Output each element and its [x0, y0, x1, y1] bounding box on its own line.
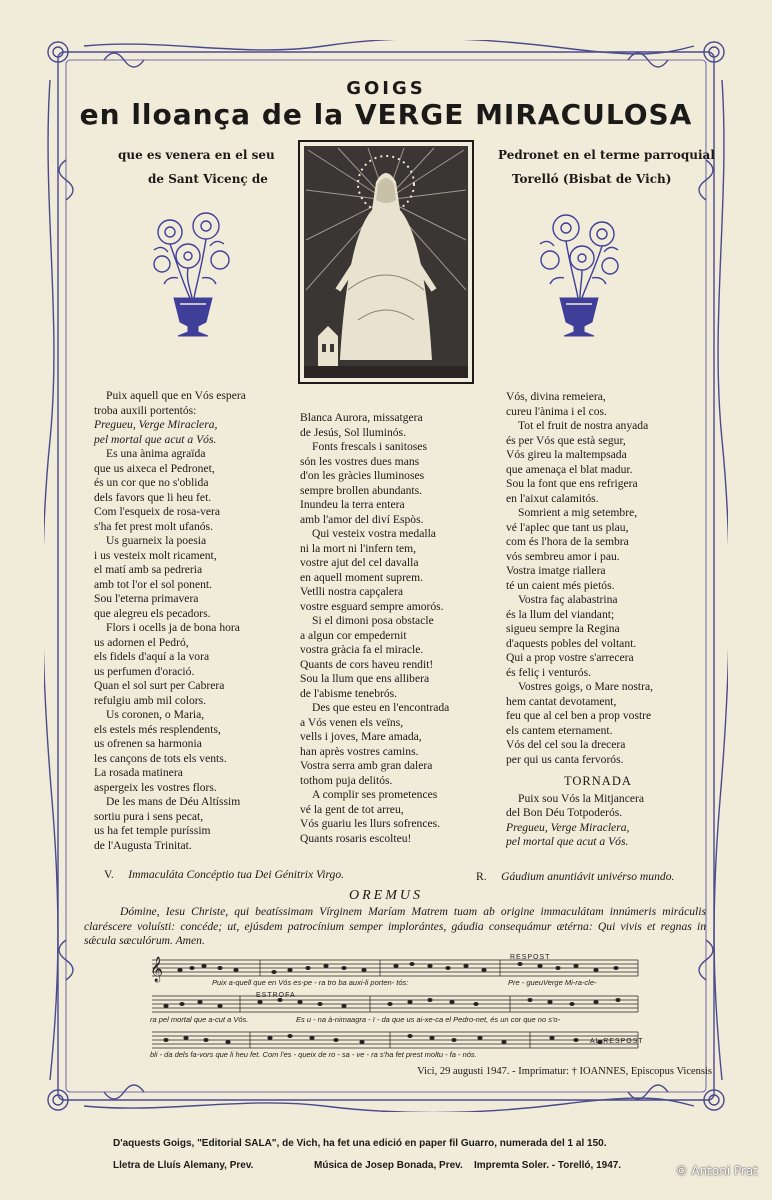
verse-line: Inundeu la terra entera [300, 498, 405, 511]
footer-lletra: Lletra de Lluís Alemany, Prev. [113, 1160, 254, 1171]
verse-line: Vostres goigs, o Mare nostra, [518, 680, 654, 693]
verse-line: a algun cor empedernit [300, 628, 407, 642]
verse-line: Sou la font que ens refrigera [506, 477, 638, 490]
lyric-line-2: ra pel mortal que a-cut a Vós. [150, 1015, 249, 1024]
verse-line: cureu l'ànima i el cos. [506, 404, 607, 418]
verse-line: vostre esguard sempre amorós. [300, 599, 444, 613]
verse-line: en aquell moment suprem. [300, 570, 423, 584]
verse-line: us ha fet temple puríssim [94, 824, 211, 837]
verse-line: aspergeix les vostres flors. [94, 780, 217, 794]
verse-line: Tot el fruit de nostra anyada [518, 419, 649, 432]
verse-line: De les mans de Déu Altíssim [106, 795, 241, 808]
response [476, 870, 674, 883]
verse-line: refulgiu amb mil colors. [94, 693, 207, 707]
verse-line: vé l'aplec que tant us plau, [506, 520, 629, 534]
estrofa-mark: ESTROFA [256, 992, 296, 999]
verse-line: d'on les gràcies lluminoses [300, 469, 425, 482]
subtitle-right-1: Pedronet en el terme parroquial [498, 148, 715, 162]
verse-line: Us guarneix la poesia [106, 534, 207, 547]
verse-line: Quants de cors haveu rendit! [300, 657, 434, 671]
verse-line: tothom puja delitós. [300, 773, 393, 787]
subtitle-right-2: Torelló (Bisbat de Vich) [512, 172, 672, 186]
verse-line: feu que al cel ben a prop vostre [506, 709, 652, 722]
verse-line: pel mortal que acut a Vós. [94, 432, 217, 446]
verse-line: sigueu sempre la Regina [506, 622, 620, 635]
versicle [104, 868, 344, 881]
verse-line: A complir ses prometences [312, 788, 438, 801]
subtitle-left-1: que es venera en el seu [118, 148, 275, 162]
response-label: R. [476, 870, 487, 883]
verse-line: vells i joves, Mare amada, [300, 730, 422, 743]
verse-line: Us coronen, o Maria, [106, 708, 205, 721]
verse-line: les cançons de tots els vents. [94, 751, 227, 765]
verse-line: en l'aixut calamitós. [506, 491, 599, 505]
verse-line: és per Vós que està segur, [506, 433, 626, 447]
verse-line: el matí amb sa pedreria [94, 563, 203, 576]
verse-line: Puix sou Vós la Mitjancera [518, 791, 645, 805]
verse-line: La rosada matinera [94, 766, 183, 779]
verse-line: Vós guariu les llurs sofrences. [300, 817, 441, 830]
verse-line: troba auxili portentós: [94, 403, 197, 417]
verse-line: és un cor que no s'oblida [94, 476, 209, 489]
verse-line: Somrient a mig setembre, [518, 506, 638, 519]
verses-left-column [94, 389, 246, 853]
title-main: en lloança de la VERGE MIRACULOSA [79, 98, 693, 131]
lyric-line-2b: Es u - na à-nimaagra - ï - da que us ai-xe-ca el Pedro-net, és un cor que no s'o- [296, 1015, 561, 1024]
verse-line: són les vostres dues mans [300, 454, 420, 468]
verse-line: us adornen el Pedró, [94, 635, 189, 649]
verse-line: us perfumen d'oració. [94, 664, 195, 678]
verse-line: té un caient més pietós. [506, 578, 615, 592]
verse-line: Vós del cel sou la drecera [506, 738, 626, 751]
verse-line: vostre ajut del cel davalla [300, 556, 419, 569]
oremus-text: Dómine, Iesu Christe, qui beatíssimam Vírginem Maríam Matrem tuam ab origine immaculátam innúmeris miráculis claréscere voluísti: concéde; ut, ejúsdem patrocínium semper implorántes, gáudia consequámur ætérna: Qui vivis et regnas in sǽcula sæculórum. Amen. [84, 905, 706, 947]
verse-line: Sou l'eterna primavera [94, 592, 199, 605]
verse-line: Vetlli nostra capçalera [300, 585, 404, 598]
flower-vase-icon [534, 206, 624, 340]
respost-mark: RESPOST [510, 954, 551, 961]
imprimatur: Vici, 29 augusti 1947. - Imprimatur: † IOANNES, Episcopus Vicensis [417, 1066, 712, 1077]
verse-line: Sou la llum que ens allibera [300, 672, 430, 685]
verse-line: vostra gràcia fa el miracle. [300, 643, 424, 656]
svg-text:𝄞: 𝄞 [150, 957, 164, 982]
verse-line: sortiu pura i sens pecat, [94, 809, 204, 823]
verse-line: els fidels d'aquí a la vora [94, 650, 210, 663]
oremus-title: OREMUS [349, 888, 423, 903]
verse-line: dels favors que li heu fet. [94, 490, 212, 504]
verse-line: Des que esteu en l'encontrada [312, 701, 450, 714]
verse-line: Qui a prop vostre s'arrecera [506, 651, 634, 664]
lyric-line-1: Puix a-quell que en Vós es-pe - ra tro ba auxi-li porten- tós: [212, 978, 409, 987]
verse-line: del Bon Déu Totpoderós. [506, 806, 623, 819]
verse-line: Qui vesteix vostra medalla [312, 527, 436, 540]
verse-line: Pregueu, Verge Miraclera, [506, 820, 630, 834]
verse-line: Flors i ocells ja de bona hora [106, 621, 240, 634]
music-score [140, 952, 640, 1062]
verse-line: els cantem eternament. [506, 723, 613, 737]
verse-line: de Jesús, Sol lluminós. [300, 425, 406, 439]
verse-line: amb tot l'or el sol ponent. [94, 577, 213, 591]
verses-middle-column [300, 411, 449, 846]
verse-line: us ofrenen sa harmonia [94, 737, 202, 750]
copyright-credit: © Antoni Prat [675, 1164, 758, 1178]
verse-line: vé la gent de tot arreu, [300, 802, 404, 816]
verse-line: Pregueu, Verge Miraclera, [94, 418, 218, 431]
verse-line: els estels més resplendents, [94, 722, 221, 736]
verse-line: de l'abisme tenebrós. [300, 686, 398, 700]
verse-line: que amenaça el blat madur. [506, 462, 633, 476]
verse-line: han après vostres camins. [300, 744, 419, 758]
verse-line: com és l'hora de la sembra [506, 535, 629, 548]
verse-line: és la llum del viandant; [506, 607, 615, 621]
response-text: Gáudium anuntiávit univérso mundo. [501, 870, 675, 883]
verse-line: vós sembreu amor i pau. [506, 549, 620, 563]
verse-line: Vós gireu la maltempsada [506, 448, 627, 461]
verse-line: i us vesteix molt ricament, [94, 548, 217, 562]
subtitle-left-2: de Sant Vicenç de [148, 172, 268, 186]
verse-line: d'aquests pobles del voltant. [506, 636, 637, 650]
verse-line: de l'Augusta Trinitat. [94, 838, 192, 852]
verse-line: Vós, divina remeiera, [506, 390, 606, 403]
footer-edition: D'aquests Goigs, "Editorial SALA", de Vich, ha fet una edició en paper fil Guarro, numerada del 1 al 150. [113, 1138, 607, 1149]
verse-line: Fonts frescals i sanitoses [312, 440, 427, 453]
tornada-heading: TORNADA [564, 774, 632, 788]
verse-line: que alegreu els pecadors. [94, 606, 211, 620]
al-respost-mark: AL RESPOST [590, 1038, 644, 1045]
verse-line: sempre brollen abundants. [300, 483, 423, 497]
verse-line: Quants rosaris escolteu! [300, 831, 412, 845]
verse-line: per qui us canta fervorós. [506, 752, 624, 766]
verse-line: amb l'amor del diví Espòs. [300, 512, 424, 526]
verse-line: Puix aquell que en Vós espera [106, 389, 246, 402]
footer-impremta: Impremta Soler. - Torelló, 1947. [474, 1160, 622, 1171]
verse-line: ni la mort ni l'infern tem, [300, 541, 417, 555]
verse-line: Si el dimoni posa obstacle [312, 614, 434, 627]
verse-line: és feliç i venturós. [506, 665, 591, 679]
verse-line: Vostra faç alabastrina [518, 593, 618, 606]
lyric-line-3: bli - da dels fa-vors que li heu fet. Com l'es - queix de ro - sa - ve - ra s'ha fet prest moltu - fa - nós. [150, 1050, 477, 1059]
versicle-text: Immaculáta Concéptio tua Dei Génitrix Virgo. [128, 868, 345, 881]
flower-vase-icon [148, 206, 238, 340]
title-goigs: GOIGS [346, 78, 426, 99]
virgin-mary-woodcut [298, 140, 474, 384]
verse-line: s'ha fet prest molt ufanós. [94, 519, 213, 533]
verses-right-column [506, 390, 653, 850]
lyric-line-1b: Pre - gueuVerge Mi-ra-cle- [508, 978, 597, 987]
verse-line: Vostra imatge riallera [506, 564, 606, 577]
verse-line: a Vós venen els veïns, [300, 715, 404, 729]
verse-line: hem cantat devotament, [506, 694, 617, 708]
verse-line: Blanca Aurora, missatgera [300, 411, 423, 424]
footer-musica: Música de Josep Bonada, Prev. [314, 1160, 463, 1171]
verse-line: Com l'esqueix de rosa-vera [94, 505, 221, 518]
verse-line: Vostra serra amb gran dalera [300, 759, 433, 772]
verse-line: Es una ànima agraïda [106, 447, 206, 460]
versicle-label: V. [104, 868, 114, 881]
verse-line: pel mortal que acut a Vós. [506, 835, 629, 848]
verse-line: que us aixeca el Pedronet, [94, 461, 215, 475]
verse-line: Quan el sol surt per Cabrera [94, 679, 225, 692]
